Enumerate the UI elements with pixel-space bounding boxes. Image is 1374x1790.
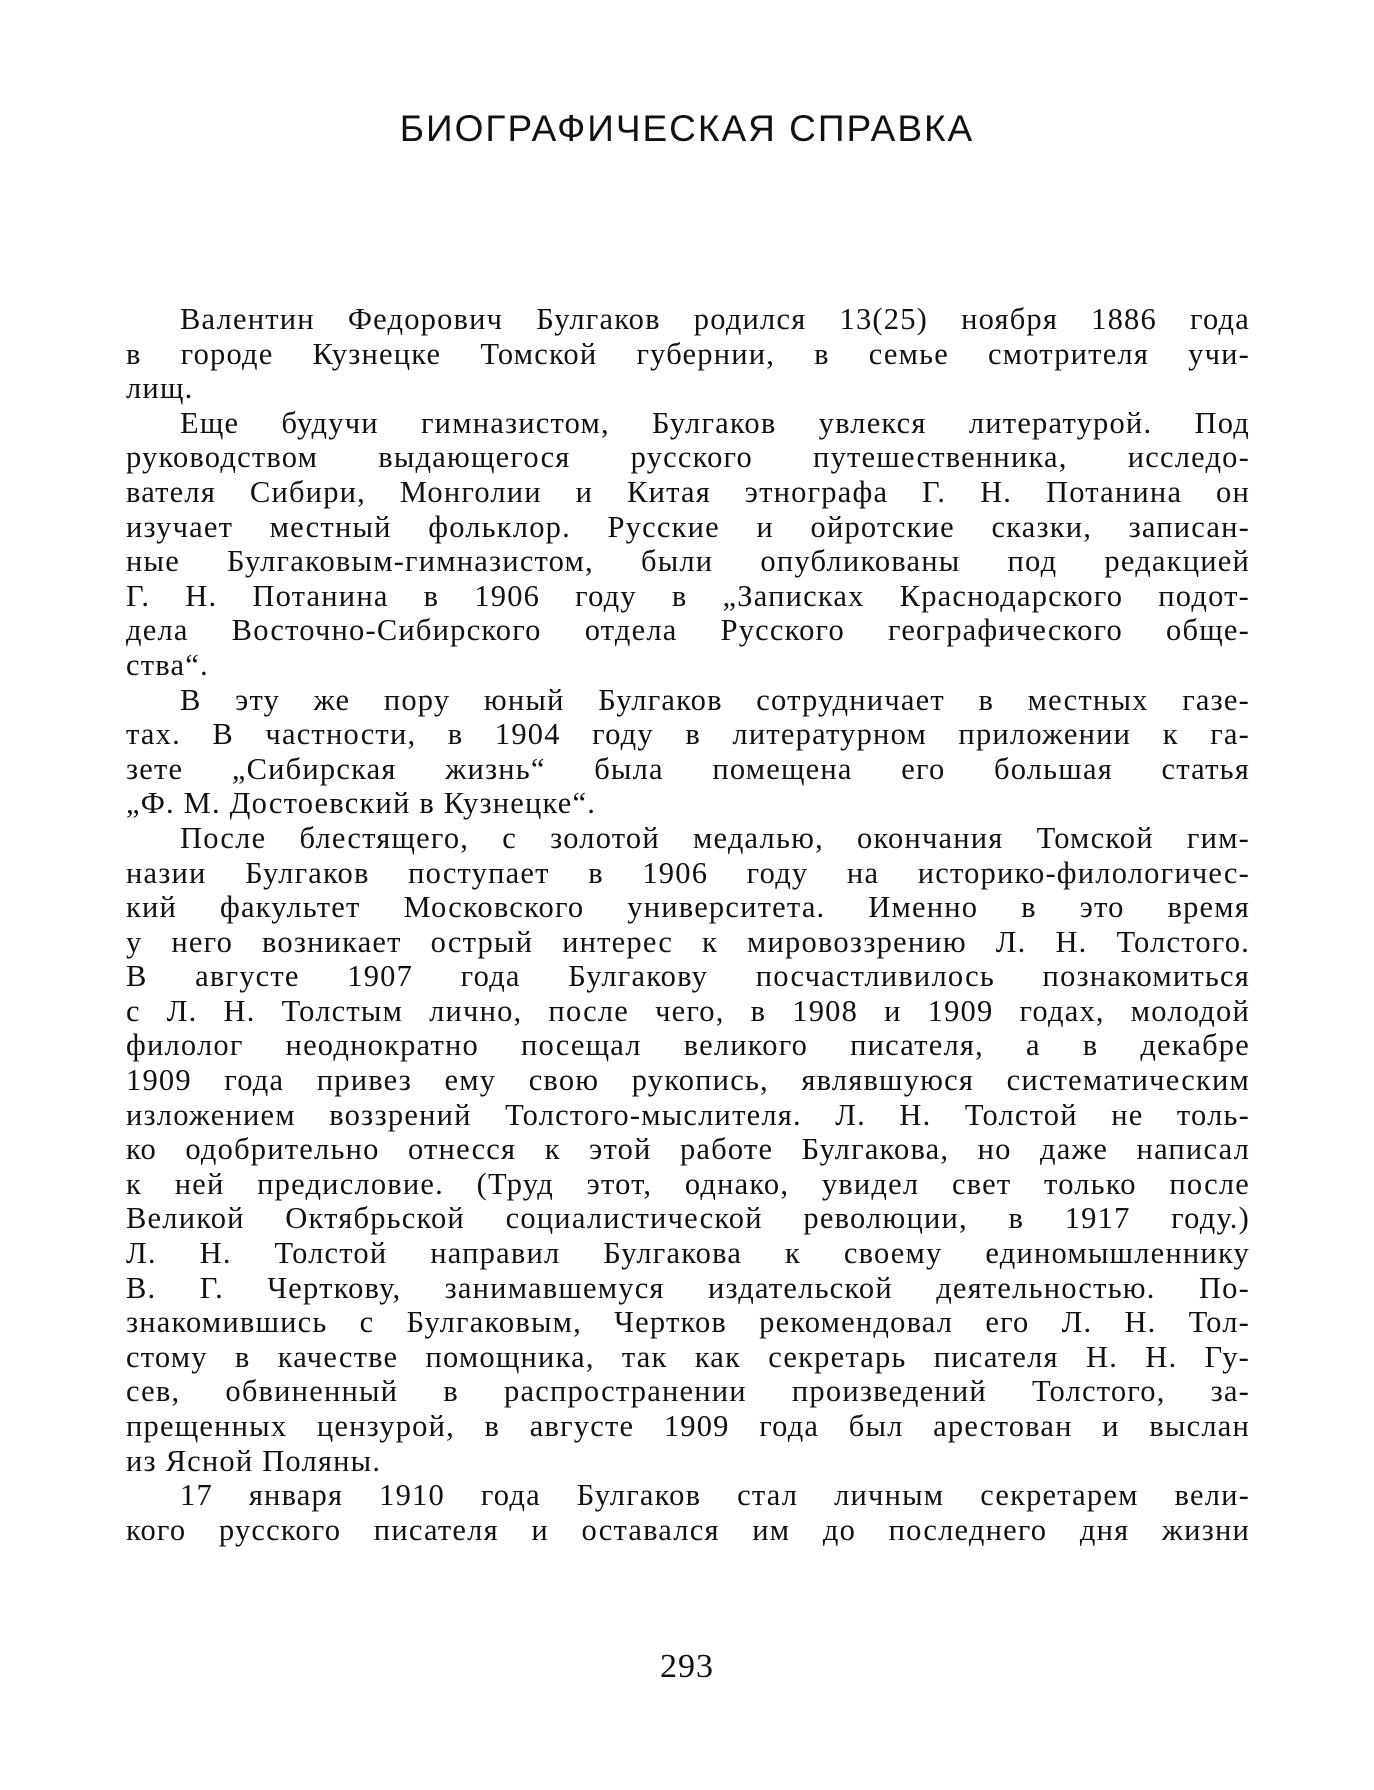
text-line: назии Булгаков поступает в 1906 году на историко-филологичес- — [126, 855, 1250, 890]
paragraph-gymnasium — [126, 406, 1250, 683]
page-number: 293 — [660, 1648, 714, 1685]
text-line: „Ф. М. Достоевский в Кузнецке“. — [126, 786, 597, 821]
text-line: 17 января 1910 года Булгаков стал личным секретарем вели- — [180, 1478, 1250, 1513]
text-line: Валентин Федорович Булгаков родился 13(25) ноября 1886 года — [180, 302, 1250, 336]
text-line: руководством выдающегося русского путешественника, исследо- — [126, 440, 1250, 475]
text-line: зете „Сибирская жизнь“ была помещена его большая статья — [126, 751, 1250, 786]
text-line: 1909 года привез ему свою рукопись, являвшуюся систематическим — [126, 1063, 1250, 1098]
page-title: БИОГРАФИЧЕСКАЯ СПРАВКА — [399, 108, 975, 149]
text-line: В эту же пору юный Булгаков сотрудничает в местных газе- — [180, 682, 1250, 717]
paragraph-university — [126, 821, 1250, 1478]
text-line: прещенных цензурой, в августе 1909 года был арестован и выслан — [126, 1409, 1250, 1443]
text-line: стому в качестве помощника, так как секретарь писателя Н. Н. Гу- — [126, 1339, 1250, 1374]
text-line: Г. Н. Потанина в 1906 году в „Записках Краснодарского подот- — [126, 578, 1250, 613]
text-line: В. Г. Черткову, занимавшемуся издательской деятельностью. По- — [126, 1270, 1250, 1305]
text-line: вателя Сибири, Монголии и Китая этнографа Г. Н. Потанина он — [126, 474, 1250, 509]
text-line: тах. В частности, в 1904 году в литературном приложении к га- — [126, 717, 1250, 752]
paragraph-birth — [126, 302, 1250, 406]
paragraph-newspapers — [126, 683, 1250, 821]
text-line: с Л. Н. Толстым лично, после чего, в 1908 и 1909 годах, молодой — [126, 993, 1250, 1028]
text-line: После блестящего, с золотой медалью, окончания Томской гим- — [180, 820, 1250, 855]
text-line: Великой Октябрьской социалистической революции, в 1917 году.) — [126, 1201, 1250, 1236]
text-line: ства“. — [126, 647, 209, 682]
paragraph-secretary — [126, 1478, 1250, 1547]
text-line: ко одобрительно отнесся к этой работе Булгакова, но даже написал — [126, 1132, 1250, 1167]
text-line: лищ. — [126, 371, 194, 406]
text-line: Еще будучи гимназистом, Булгаков увлекся литературой. Под — [180, 405, 1250, 440]
text-line: дела Восточно-Сибирского отдела Русского географического обще- — [126, 613, 1250, 648]
text-line: в городе Кузнецке Томской губернии, в семье смотрителя учи- — [126, 336, 1250, 371]
text-line: к ней предисловие. (Труд этот, однако, увидел свет только после — [126, 1166, 1250, 1201]
text-line: знакомившись с Булгаковым, Чертков рекомендовал его Л. Н. Тол- — [126, 1305, 1250, 1340]
text-line: кого русского писателя и оставался им до последнего дня жизни — [126, 1512, 1250, 1547]
text-line: из Ясной Поляны. — [126, 1443, 382, 1478]
text-line: изучает местный фольклор. Русские и ойротские сказки, записан- — [126, 509, 1250, 544]
text-line: Л. Н. Толстой направил Булгакова к своему единомышленнику — [126, 1236, 1250, 1271]
text-line: В августе 1907 года Булгакову посчастливилось познакомиться — [126, 959, 1250, 994]
text-line: у него возникает острый интерес к мировоззрению Л. Н. Толстого. — [126, 924, 1250, 959]
text-line: изложением воззрений Толстого-мыслителя. Л. Н. Толстой не толь- — [126, 1097, 1250, 1132]
text-line: ные Булгаковым-гимназистом, были опубликованы под редакцией — [126, 544, 1250, 579]
text-line: кий факультет Московского университета. Именно в это время — [126, 890, 1250, 925]
text-line: филолог неоднократно посещал великого писателя, а в декабре — [126, 1028, 1250, 1063]
text-line: сев, обвиненный в распространении произведений Толстого, за- — [126, 1374, 1250, 1409]
article-body — [126, 302, 1250, 1547]
